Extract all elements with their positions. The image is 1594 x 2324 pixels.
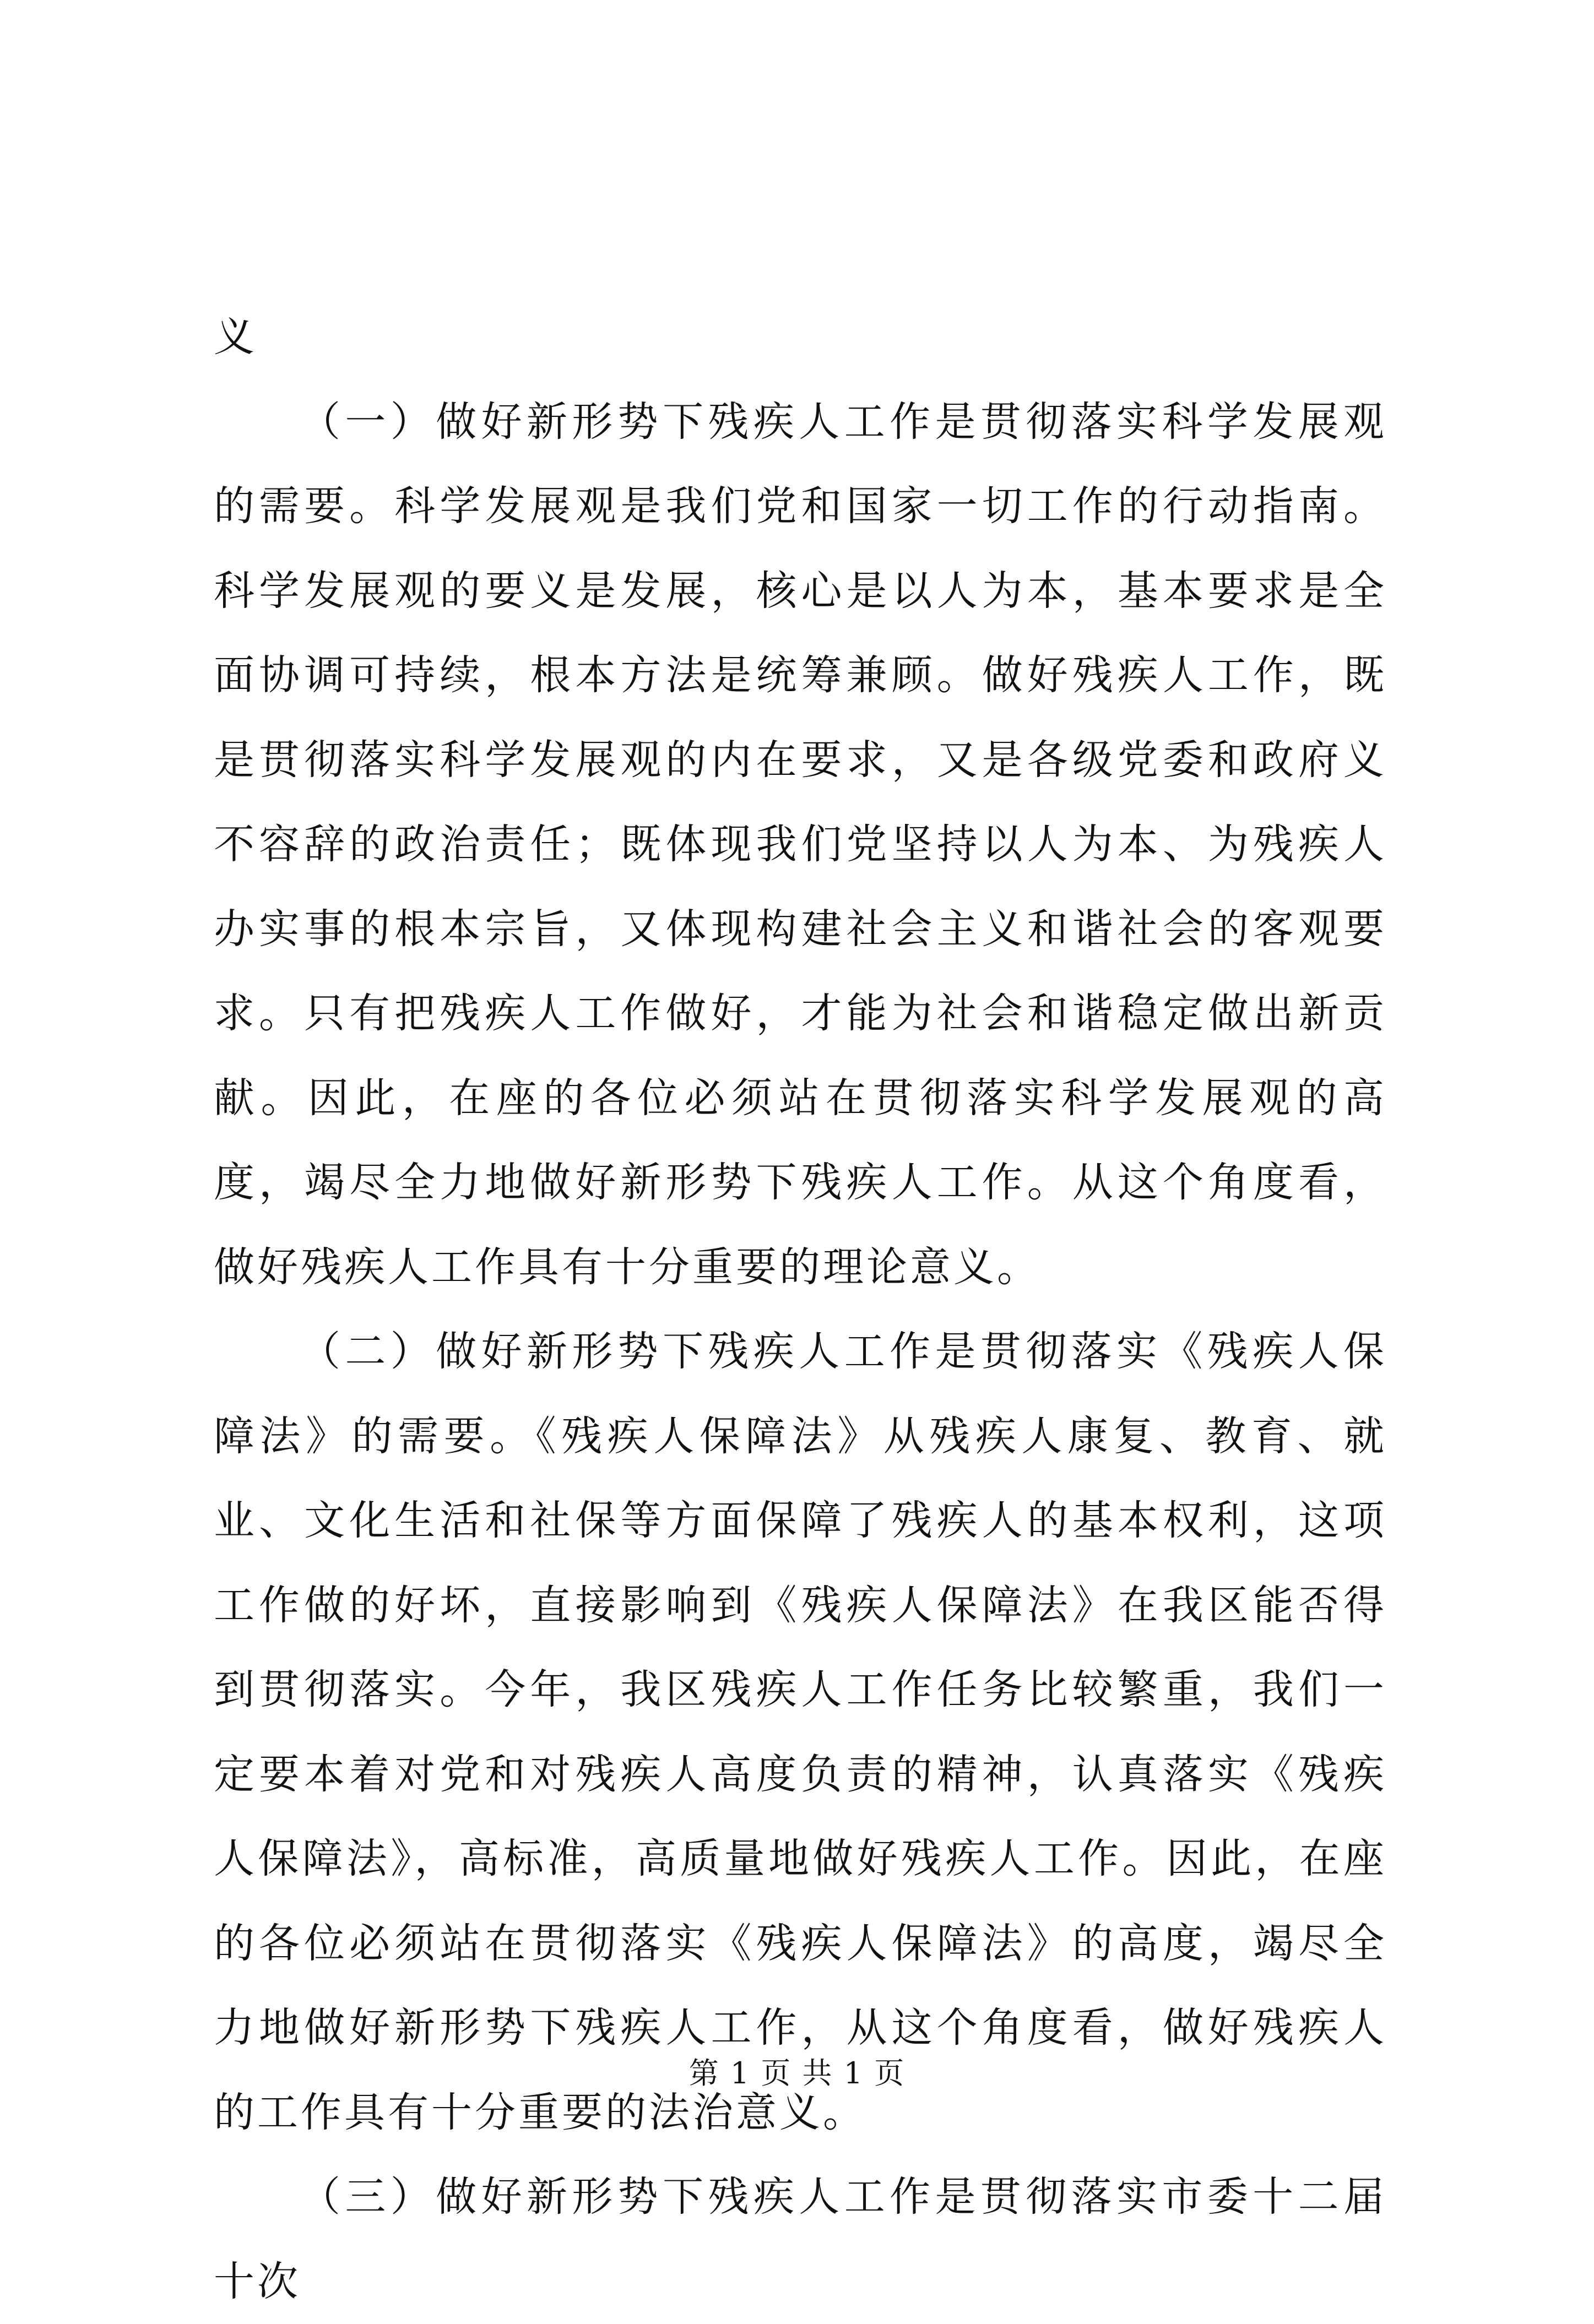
paragraph-section-three: （三）做好新形势下残疾人工作是贯彻落实市委十二届十次 [214, 2173, 1387, 2305]
paragraph-section-one: （一）做好新形势下残疾人工作是贯彻落实科学发展观的需要。科学发展观是我们党和国家一切工作的行动指南。科学发展观的要义是发展，核心是以人为本，基本要求是全面协调可持续，根本方法是统筹兼顾。做好残疾人工作，既是贯彻落实科学发展观的内在要求，又是各级党委和政府义不容辞的政治责任；既体现我们党坚持以人为本、为残疾人办实事的根本宗旨，又体现构建社会主义和谐社会的客观要求。只有把残疾人工作做好，才能为社会和谐稳定做出新贡献。因此，在座的各位必须站在贯彻落实科学发展观的高度，竭尽全力地做好新形势下残疾人工作。从这个角度看，做好残疾人工作具有十分重要的理论意义。 [214, 398, 1387, 1291]
paragraph-section-two: （二）做好新形势下残疾人工作是贯彻落实《残疾人保障法》的需要。《残疾人保障法》从残疾人康复、教育、就业、文化生活和社保等方面保障了残疾人的基本权利，这项工作做的好坏，直接影响到《残疾人保障法》在我区能否得到贯彻落实。今年，我区残疾人工作任务比较繁重，我们一定要本着对党和对残疾人高度负责的精神，认真落实《残疾人保障法》，高标准，高质量地做好残疾人工作。因此，在座的各位必须站在贯彻落实《残疾人保障法》的高度，竭尽全力地做好新形势下残疾人工作，从这个角度看，做好残疾人的工作具有十分重要的法治意义。 [214, 1328, 1387, 2136]
page-footer [0, 2054, 1594, 2093]
page-number-label: 第 1 页 共 1 页 [688, 2056, 906, 2090]
paragraph-continuation: 义 [214, 313, 257, 361]
document-body [214, 295, 1387, 2324]
